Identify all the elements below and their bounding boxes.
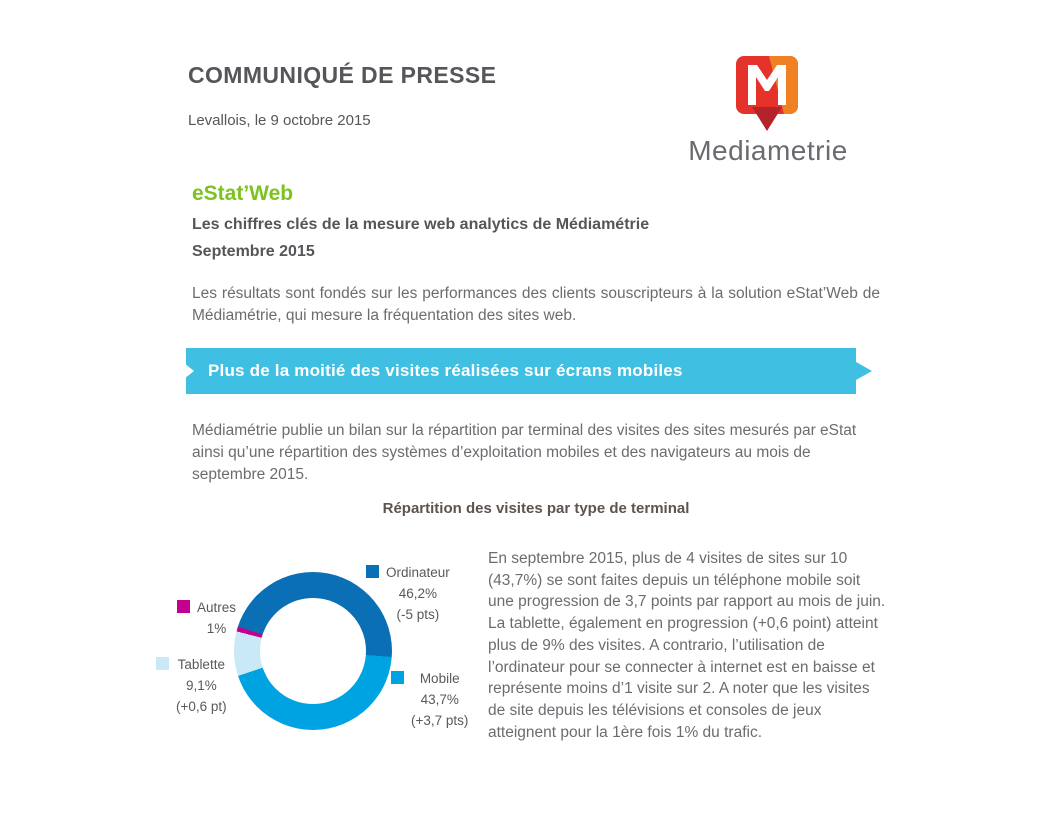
legend-label: Tablette bbox=[177, 657, 225, 672]
legend-tablette bbox=[156, 654, 227, 717]
banner-text: Plus de la moitié des visites réalisées sur écrans mobiles bbox=[208, 361, 683, 380]
banner-arrow-left-icon bbox=[184, 363, 194, 379]
legend-label: Mobile bbox=[419, 671, 460, 686]
article-period: Septembre 2015 bbox=[192, 243, 315, 260]
legend-label: Ordinateur bbox=[386, 565, 450, 580]
donut-hole bbox=[260, 598, 366, 704]
legend-change: (+3,7 pts) bbox=[411, 713, 469, 728]
banner-arrow-right-icon bbox=[856, 362, 872, 380]
mobile-swatch-icon bbox=[391, 671, 404, 684]
legend-value: 43,7% bbox=[420, 692, 459, 707]
page-title: COMMUNIQUÉ DE PRESSE bbox=[188, 62, 497, 88]
lead-paragraph: Médiamétrie publie un bilan sur la répartition par terminal des visites des sites mesurés par eStat ainsi qu’une répartition des systèmes d’exploitation mobiles et des navigateurs au mois de septembre 2015. bbox=[192, 422, 857, 483]
logo-wordmark: Mediametrie bbox=[688, 135, 848, 166]
mediametrie-m-icon bbox=[735, 55, 801, 133]
legend-label: Autres bbox=[197, 600, 237, 615]
product-title: eStat’Web bbox=[192, 182, 294, 205]
legend-value: 1% bbox=[206, 621, 227, 636]
legend-value: 46,2% bbox=[398, 586, 438, 601]
chart-title: Répartition des visites par type de terminal bbox=[382, 500, 690, 517]
legend-change: (+0,6 pt) bbox=[176, 699, 227, 714]
headline-banner bbox=[186, 348, 856, 394]
tablette-swatch-icon bbox=[156, 657, 169, 670]
body-paragraph: En septembre 2015, plus de 4 visites de sites sur 10 (43,7%) se sont faites depuis un téléphone mobile soit une progression de 3,7 points par rapport au mois de juin. La tablette, également en progression (+0,6 point) atteint plus de 9% des visites. A contrario, l’utilisation de l’ordinateur pour se connecter à internet est en baisse et représente moins d’1 visite sur 2. A noter que les visites de site depuis les télévisions et consoles de jeux atteignent pour la 1ère fois 1% du trafic. bbox=[488, 550, 886, 741]
mediametrie-logo bbox=[660, 55, 876, 167]
ordinateur-swatch-icon bbox=[366, 565, 379, 578]
legend-ordinateur bbox=[366, 562, 450, 625]
legend-mobile bbox=[391, 668, 468, 731]
autres-swatch-icon bbox=[177, 600, 190, 613]
article-subtitle: Les chiffres clés de la mesure web analytics de Médiamétrie bbox=[192, 216, 650, 233]
dateline: Levallois, le 9 octobre 2015 bbox=[188, 112, 371, 129]
legend-value: 9,1% bbox=[185, 678, 217, 693]
intro-paragraph: Les résultats sont fondés sur les performances des clients souscripteurs à la solution eStat’Web de Médiamétrie, qui mesure la fréquentation des sites web. bbox=[192, 285, 880, 324]
legend-autres bbox=[177, 597, 236, 639]
legend-change: (-5 pts) bbox=[396, 607, 440, 622]
